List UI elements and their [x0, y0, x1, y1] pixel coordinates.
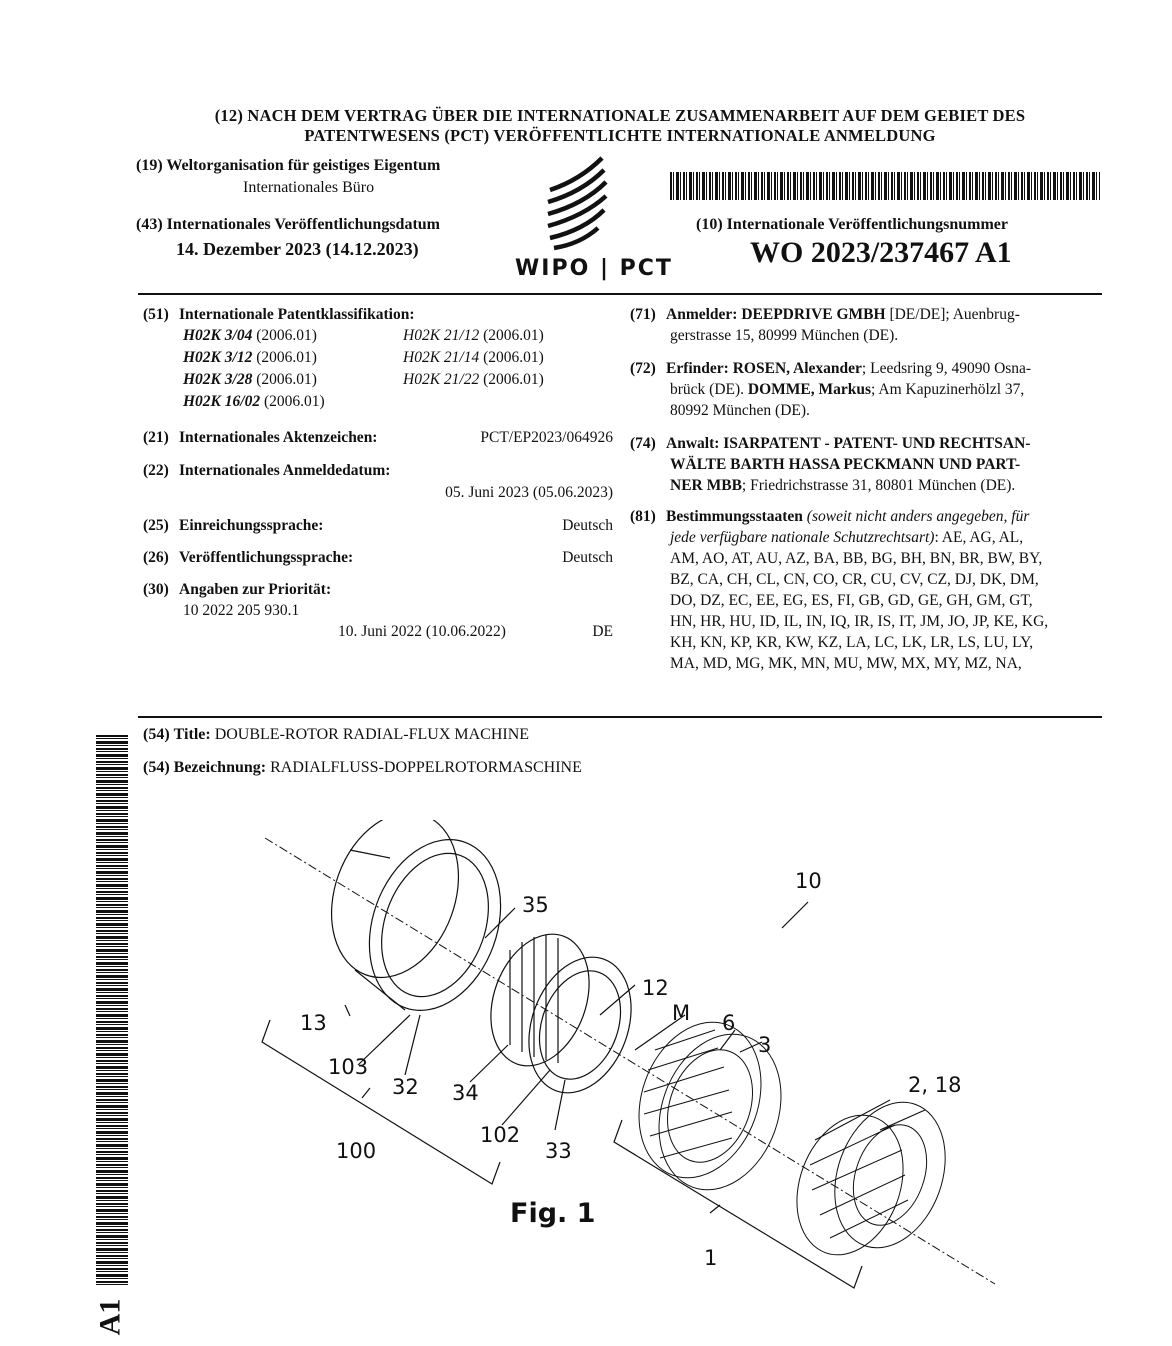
- field-72: [630, 358, 1098, 421]
- org-name: Weltorganisation für geistiges Eigentum: [166, 157, 441, 174]
- f81-label: Bestimmungsstaaten: [666, 508, 803, 525]
- ref-label: 10: [795, 869, 822, 893]
- ipc-code: H02K 21/22: [403, 371, 480, 388]
- ipc-code: H02K 21/14: [403, 349, 480, 366]
- publication-type-header: [120, 106, 1120, 146]
- ipc-version: (2006.01): [256, 371, 317, 388]
- field-21: [143, 427, 613, 448]
- f30-country: DE: [592, 623, 613, 640]
- f72-line-3: 80992 München (DE).: [670, 402, 810, 419]
- title-block: [143, 724, 582, 779]
- f25-num: (25): [143, 517, 169, 534]
- f72-inventor-1: ROSEN, Alexander: [732, 360, 862, 377]
- field-26: [143, 547, 613, 568]
- f21-value: PCT/EP2023/064926: [480, 429, 613, 446]
- pubnum-value: WO 2023/237467 A1: [750, 236, 1012, 269]
- ipc-code: H02K 21/12: [403, 327, 480, 344]
- left-column: [143, 304, 613, 643]
- f81-italic-1: (soweit nicht anders angegeben, für: [806, 508, 1030, 525]
- f74-line-2: WÄLTE BARTH HASSA PECKMANN UND PART-: [670, 456, 1021, 473]
- f74-line-1: ISARPATENT - PATENT- UND RECHTSAN-: [723, 435, 1031, 452]
- f71-name: DEEPDRIVE GMBH: [741, 306, 886, 323]
- f71-label: Anmelder:: [666, 306, 738, 323]
- f26-value: Deutsch: [562, 549, 613, 566]
- f72-label: Erfinder:: [666, 360, 729, 377]
- ipc-code: H02K 3/28: [183, 371, 253, 388]
- f72-inventor-2: DOMME, Markus: [747, 381, 872, 398]
- title-num: (54): [143, 726, 170, 743]
- ipc-code: H02K 16/02: [183, 393, 261, 410]
- pubnum-label: Internationale Veröffentlichungsnummer: [726, 216, 1008, 233]
- header-line-1: (12) NACH DEM VERTRAG ÜBER DIE INTERNATIONALE ZUSAMMENARBEIT AUF DEM GEBIET DES: [214, 106, 1026, 125]
- f71-line-1: [DE/DE]; Auenbrug-: [889, 306, 1020, 323]
- f21-label: Internationales Aktenzeichen:: [179, 429, 378, 446]
- f81-states-line: HN, HR, HU, ID, IL, IN, IQ, IR, IS, IT, JM, JO, JP, KE, KG,: [670, 613, 1049, 630]
- ipc-version: (2006.01): [256, 349, 317, 366]
- ipc-version: (2006.01): [483, 349, 544, 366]
- f74-line-3-bold: NER MBB: [670, 477, 742, 494]
- bezeichnung-label: Bezeichnung:: [173, 759, 267, 776]
- wipo-pct-logo-text: WIPO | PCT: [515, 256, 673, 281]
- f81-num: (81): [630, 508, 656, 525]
- field-71: [630, 304, 1098, 346]
- bezeichnung-num: (54): [143, 759, 170, 776]
- publication-number-block: [696, 214, 1008, 236]
- field-74: [630, 433, 1098, 496]
- ipc-num: (51): [143, 306, 169, 323]
- barcode-side: [96, 735, 128, 1285]
- f81-states-line: KH, KN, KP, KR, KW, KZ, LA, LC, LK, LR, LS, LU, LY,: [670, 634, 1034, 651]
- publication-date-block: [136, 214, 440, 260]
- leader-lines: [345, 902, 925, 1130]
- f71-line-2: gerstrasse 15, 80999 München (DE).: [670, 327, 899, 344]
- ipc-version: (2006.01): [483, 371, 544, 388]
- field-25: [143, 515, 613, 536]
- pubdate-value: 14. Dezember 2023 (14.12.2023): [176, 239, 419, 259]
- f72-num: (72): [630, 360, 656, 377]
- field-30: [143, 579, 613, 643]
- f26-label: Veröffentlichungssprache:: [179, 549, 354, 566]
- figure-caption: Fig. 1: [510, 1198, 596, 1229]
- ref-label: 12: [642, 976, 669, 1000]
- inner-rotor: [474, 920, 650, 1107]
- ref-label: 34: [452, 1081, 479, 1105]
- header-divider: [138, 293, 1102, 295]
- f81-states-line: BZ, CA, CH, CL, CN, CO, CR, CU, CV, CZ, DJ, DK, DM,: [670, 571, 1039, 588]
- title-divider: [138, 716, 1102, 718]
- ref-label: 13: [300, 1011, 327, 1035]
- ref-label: M: [672, 1001, 691, 1025]
- f21-num: (21): [143, 429, 169, 446]
- ref-label: 6: [722, 1011, 736, 1035]
- f81-states-line: DO, DZ, EC, EE, EG, ES, FI, GB, GD, GE, GH, GM, GT,: [670, 592, 1033, 609]
- ipc-label: Internationale Patentklassifikation:: [179, 306, 415, 323]
- f72-line-2a: brück (DE).: [670, 381, 748, 398]
- ref-label: 103: [328, 1055, 369, 1079]
- ref-label: 102: [480, 1123, 521, 1147]
- f74-label: Anwalt:: [666, 435, 720, 452]
- pubdate-label: Internationales Veröffentlichungsdatum: [166, 216, 441, 233]
- f81-line-2: : AE, AG, AL,: [934, 529, 1024, 546]
- ipc-version: (2006.01): [256, 327, 317, 344]
- ref-label: 2, 18: [908, 1073, 962, 1097]
- field-81: [630, 506, 1098, 674]
- f30-label: Angaben zur Priorität:: [179, 581, 332, 598]
- f30-num: (30): [143, 581, 169, 598]
- ref-label: 3: [758, 1033, 772, 1057]
- f25-label: Einreichungssprache:: [179, 517, 324, 534]
- title-value: DOUBLE-ROTOR RADIAL-FLUX MACHINE: [214, 726, 530, 743]
- f72-line-2b: ; Am Kapuzinerhölzl 37,: [871, 381, 1025, 398]
- stator-core: [778, 1087, 964, 1270]
- org-num: (19): [136, 157, 163, 174]
- f74-num: (74): [630, 435, 656, 452]
- f22-label: Internationales Anmeldedatum:: [179, 462, 391, 479]
- organization-block: [136, 155, 440, 199]
- f26-num: (26): [143, 549, 169, 566]
- f81-italic-2: jede verfügbare nationale Schutzrechtsart): [670, 529, 935, 546]
- ref-label: 32: [392, 1075, 419, 1099]
- stator-winding: [618, 1005, 802, 1207]
- f30-date: 10. Juni 2022 (10.06.2022): [338, 623, 506, 640]
- rotation-axis: [265, 838, 995, 1284]
- ipc-list: [143, 325, 613, 413]
- ref-label: 35: [522, 893, 549, 917]
- figure-drawing: [230, 820, 1030, 1320]
- ref-label: 33: [545, 1139, 572, 1163]
- f72-line-1: ; Leedsring 9, 49090 Osna-: [861, 360, 1032, 377]
- side-code: A1: [93, 1298, 127, 1336]
- wipo-globe-icon: [540, 150, 620, 260]
- f30-number: 10 2022 205 930.1: [183, 602, 300, 619]
- ref-label: 1: [704, 1246, 718, 1270]
- ipc-version: (2006.01): [263, 393, 325, 410]
- outer-rotor: [310, 820, 524, 1029]
- f74-line-3: ; Friedrichstrasse 31, 80801 München (DE).: [741, 477, 1016, 494]
- right-column: [630, 304, 1098, 674]
- pubnum-num: (10): [696, 216, 723, 233]
- org-sub: Internationales Büro: [243, 179, 375, 196]
- barcode-top: [670, 172, 1100, 200]
- brace-1: [614, 1120, 862, 1288]
- f71-num: (71): [630, 306, 656, 323]
- field-22: [143, 460, 613, 503]
- f81-states-line: AM, AO, AT, AU, AZ, BA, BB, BG, BH, BN, BR, BW, BY,: [670, 550, 1043, 567]
- title-label: Title:: [173, 726, 211, 743]
- bezeichnung-value: RADIALFLUSS-DOPPELROTORMASCHINE: [270, 759, 582, 776]
- ipc-code: H02K 3/12: [183, 349, 253, 366]
- f22-value: 05. Juni 2023 (05.06.2023): [445, 484, 613, 501]
- ipc-version: (2006.01): [483, 327, 544, 344]
- ref-label: 100: [336, 1139, 377, 1163]
- f22-num: (22): [143, 462, 169, 479]
- pubdate-num: (43): [136, 216, 163, 233]
- f81-states-line: MA, MD, MG, MK, MN, MU, MW, MX, MY, MZ, NA,: [670, 655, 1022, 672]
- f25-value: Deutsch: [562, 517, 613, 534]
- header-line-2: PATENTWESENS (PCT) VERÖFFENTLICHTE INTERNATIONALE ANMELDUNG: [304, 126, 936, 145]
- ipc-code: H02K 3/04: [183, 327, 253, 344]
